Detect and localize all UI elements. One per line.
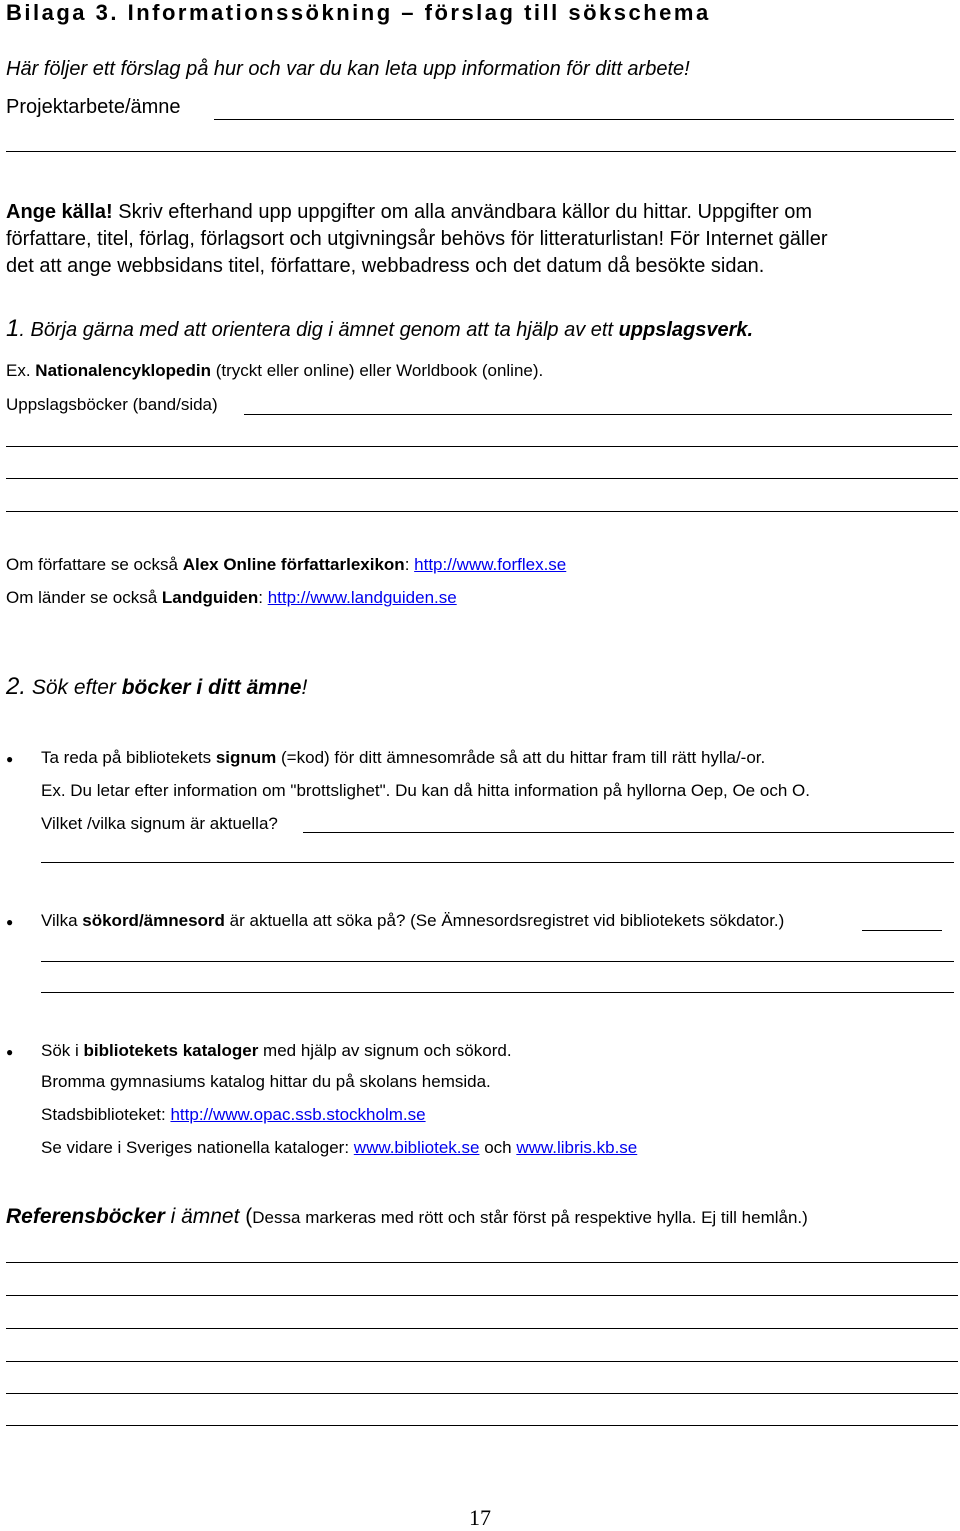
section-2-heading: 2. Sök efter böcker i ditt ämne!: [6, 673, 308, 700]
books-fill-line: [244, 414, 952, 415]
signum-fill-line-2: [41, 862, 954, 863]
keywords-fill-line-3: [41, 992, 954, 993]
keywords-fill-line-2: [41, 961, 954, 962]
ssb-link[interactable]: http://www.opac.ssb.stockholm.se: [170, 1105, 426, 1124]
signum-line: Ta reda på bibliotekets signum (=kod) för ditt ämnesområde så att du hittar fram till rätt hylla/-or.: [41, 748, 766, 767]
page-number: 17: [469, 1505, 491, 1530]
countries-line: Om länder se också Landguiden: http://www.landguiden.se: [6, 588, 457, 607]
source-lead: Ange källa!: [6, 201, 113, 223]
landguiden-link[interactable]: http://www.landguiden.se: [267, 588, 457, 607]
books-fill-line-4: [6, 511, 958, 512]
source-line-1: Ange källa! Skriv efterhand upp uppgifter om alla användbara källor du hittar. Uppgifter om: [6, 201, 812, 223]
city-library-line: Stadsbiblioteket: http://www.opac.ssb.stockholm.se: [41, 1105, 426, 1124]
catalog-line: Sök i bibliotekets kataloger med hjälp av signum och sökord.: [41, 1041, 512, 1060]
references-heading: Referensböcker i ämnet (Dessa markeras med rött och står först på respektive hylla. Ej till hemlån.): [6, 1205, 808, 1228]
books-label: Uppslagsböcker (band/sida): [6, 395, 218, 414]
intro-text: Här följer ett förslag på hur och var du kan leta upp information för ditt arbete!: [6, 58, 690, 80]
bullet-icon: ●: [6, 752, 14, 766]
signum-fill-line: [303, 832, 954, 833]
project-fill-line: [214, 119, 954, 120]
signum-question: Vilket /vilka signum är aktuella?: [41, 814, 278, 833]
keywords-line: Vilka sökord/ämnesord är aktuella att söka på? (Se Ämnesordsregistret vid bibliotekets sökdator.): [41, 911, 785, 930]
source-line-2: författare, titel, förlag, förlagsort och utgivningsår behövs för litteraturlistan! För Internet gäller: [6, 228, 828, 250]
forflex-link[interactable]: http://www.forflex.se: [414, 555, 567, 574]
references-fill-line-5: [6, 1393, 958, 1394]
bibliotek-link[interactable]: www.bibliotek.se: [353, 1138, 480, 1157]
national-catalog-line: Se vidare i Sveriges nationella kataloger: www.bibliotek.se och www.libris.kb.se: [41, 1138, 638, 1157]
references-fill-line-2: [6, 1295, 958, 1296]
authors-line: Om författare se också Alex Online författarlexikon: http://www.forflex.se: [6, 555, 567, 574]
references-fill-line-6: [6, 1425, 958, 1426]
books-fill-line-2: [6, 446, 958, 447]
school-catalog-line: Bromma gymnasiums katalog hittar du på skolans hemsida.: [41, 1072, 491, 1091]
bullet-icon: ●: [6, 915, 14, 929]
signum-example: Ex. Du letar efter information om "brottslighet". Du kan då hitta information på hyllorna Oep, Oe och O.: [41, 781, 810, 800]
section-1-example: Ex. Nationalencyklopedin (tryckt eller online) eller Worldbook (online).: [6, 361, 544, 380]
references-fill-line: [6, 1262, 958, 1263]
project-fill-line-2: [6, 151, 956, 152]
keywords-fill-line: [862, 930, 942, 931]
references-fill-line-3: [6, 1328, 958, 1329]
libris-link[interactable]: www.libris.kb.se: [516, 1138, 638, 1157]
books-fill-line-3: [6, 478, 958, 479]
source-line-3: det att ange webbsidans titel, författare, webbadress och det datum då besökte sidan.: [6, 255, 765, 277]
references-fill-line-4: [6, 1361, 958, 1362]
page-title: Bilaga 3. Informationssökning – förslag till sökschema: [6, 0, 711, 25]
section-1-heading: 1. Börja gärna med att orientera dig i ämnet genom att ta hjälp av ett uppslagsverk.: [6, 315, 754, 342]
project-label: Projektarbete/ämne: [6, 96, 181, 118]
bullet-icon: ●: [6, 1045, 14, 1059]
